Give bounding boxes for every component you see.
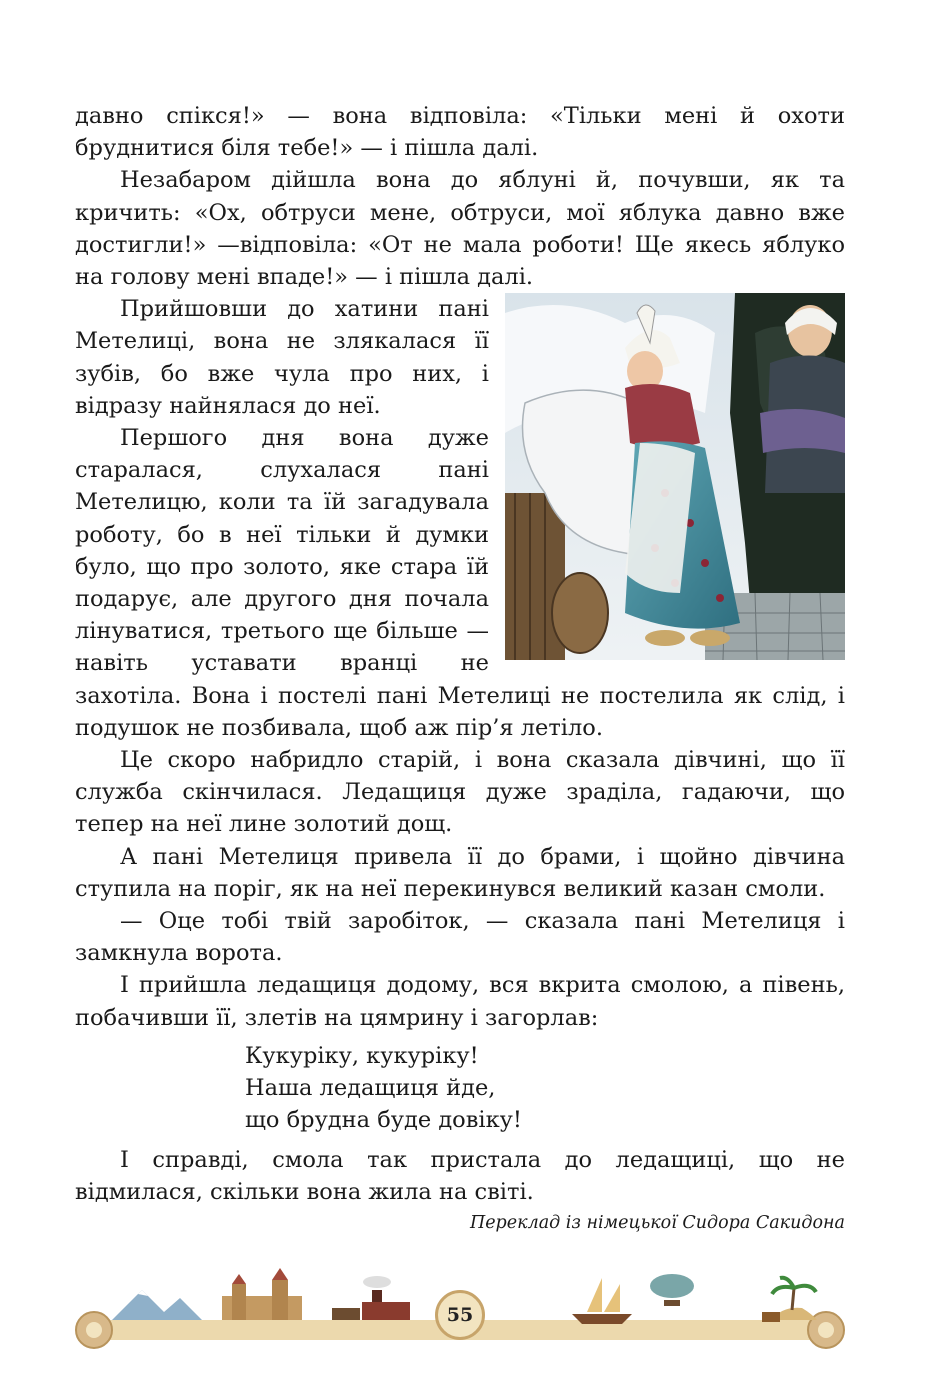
paragraph-3: Прийшовши до хатини пані Метелиці, вона не злякалася її зубів, бо вже чула про них, і відразу найнялася до неї. xyxy=(75,296,489,419)
paragraph-2: Незабаром дійшла вона до яблуні й, почувши, як та кричить: «Ох, обтруси мене, обтруси, мої яблука давно вже достигли!» —відповіла: «От не мала роботи! Ще якесь яблуко на голову мені впаде!» — і пішла далі. xyxy=(75,167,845,291)
paragraph-5: Це скоро набридло старій, і вона сказала дівчині, що її служба скінчилася. Ледащиця дуже зраділа, гадаючи, що тепер на неї лине золотий дощ. xyxy=(75,747,845,838)
paragraph-1: давно спікся!» — вона відповіла: «Тільки мені й охоти бруднитися біля тебе!» — і пішла далі. xyxy=(75,103,845,162)
paragraph-6: А пані Метелиця привела її до брами, і щойно дівчина ступила на поріг, як на неї перекинувся великий казан смоли. xyxy=(75,843,845,902)
rooster-poem xyxy=(245,1040,845,1136)
page-number: 55 xyxy=(435,1290,485,1340)
page-content xyxy=(75,100,845,1236)
poem-line: Наша ледащиця йде, xyxy=(245,1074,496,1101)
paragraph-7: — Оце тобі твій заробіток, — сказала пані Метелиця і замкнула ворота. xyxy=(75,908,845,967)
poem-line: що брудна буде довіку! xyxy=(245,1106,522,1133)
closing-paragraph: І справді, смола так пристала до ледащиці, що не відмилася, скільки вона жила на світі. xyxy=(75,1146,845,1206)
paragraph-8: І прийшла ледащиця додому, вся вкрита смолою, а півень, побачивши її, злетів на цямрину і загорлав: xyxy=(75,972,845,1031)
poem-line: Кукуріку, кукуріку! xyxy=(245,1042,479,1069)
paragraph-4: Першого дня вона дуже старалася, слухалася пані Метелицю, коли та їй загадувала роботу, бо в неї тільки й думки було, що про золото, яке стара їй подарує, але другого дня почала лінуватися, третього ще більше — навіть уставати вранці не захотіла. Вона і постелі пані Метелиці не постелила як слід, і подушок не позбивала, щоб аж пір’я летіло. xyxy=(75,425,845,741)
translation-credit: Переклад із німецької Сидора Сакидона xyxy=(469,1213,845,1234)
girl-shaking-feather-bed-illustration xyxy=(505,293,845,660)
